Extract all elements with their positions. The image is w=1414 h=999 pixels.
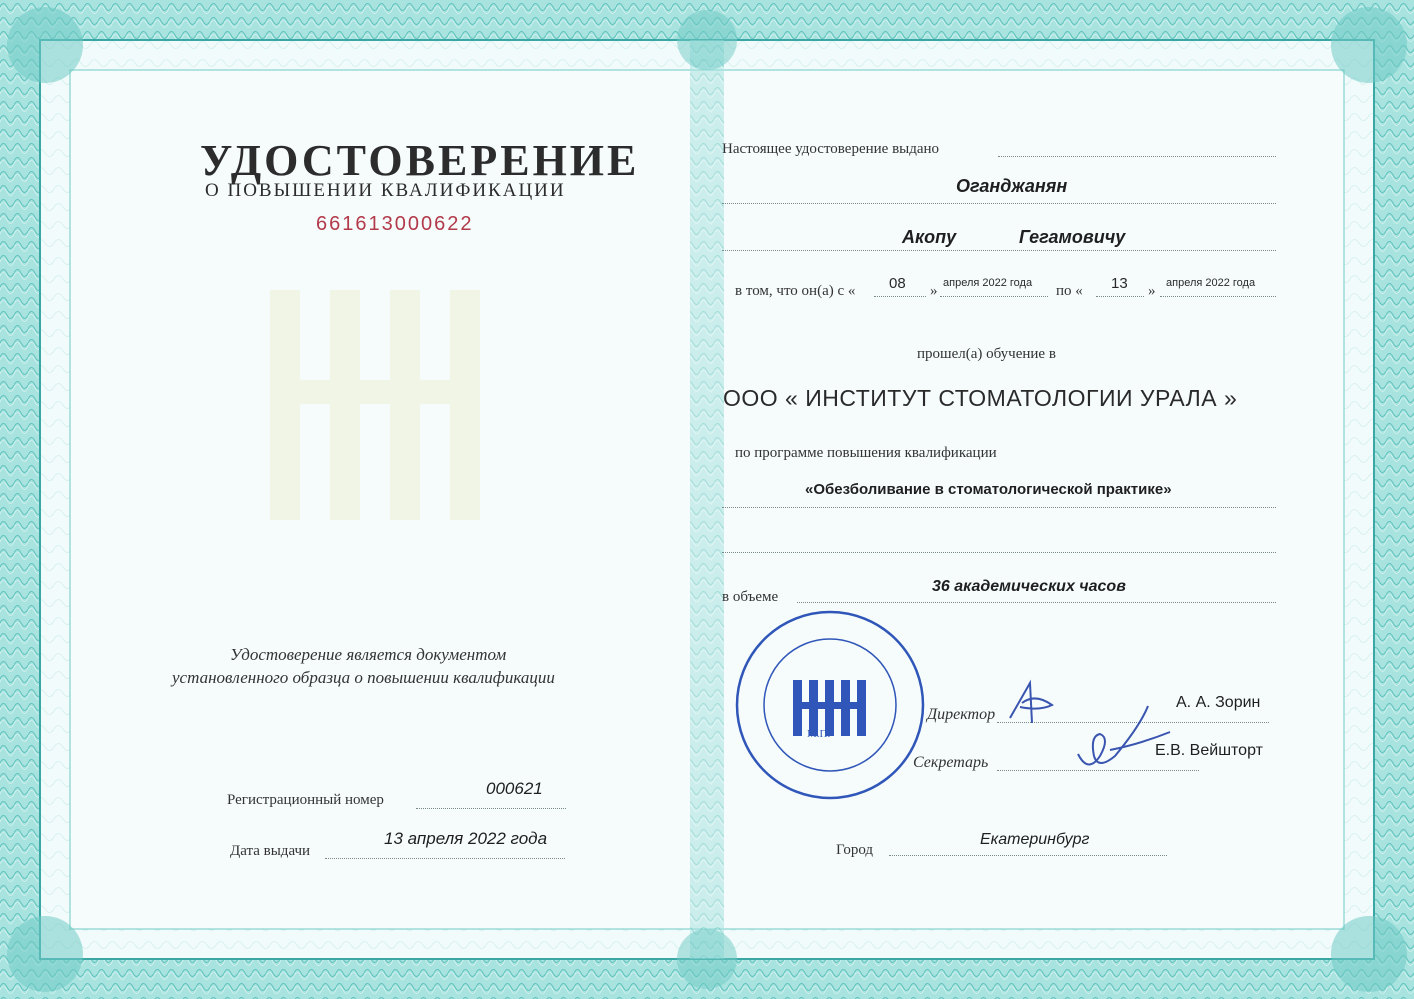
issue-date-line (325, 858, 565, 859)
month-from: апреля 2022 года (943, 277, 1033, 289)
issue-date-label: Дата выдачи (230, 843, 311, 859)
registration-number-label: Регистрационный номер (227, 792, 384, 808)
director-name: А. А. Зорин (1176, 694, 1261, 711)
day-from: 08 (889, 275, 906, 292)
program-label: по программе повышения квалификации (735, 445, 997, 461)
surname-line (722, 203, 1276, 204)
day-from-line (874, 296, 926, 297)
by-label: по « (1056, 283, 1083, 299)
issued-to-label: Настоящее удостоверение выдано (722, 141, 940, 157)
program-line-1 (722, 507, 1276, 508)
program-name: «Обезболивание в стоматологической практике» (805, 481, 1172, 498)
registration-number-value: 000621 (486, 779, 543, 798)
recipient-patronymic: Гегамовичу (1019, 227, 1126, 247)
certificate-serial-number: 661613000622 (316, 213, 474, 235)
registration-number-line (416, 808, 566, 809)
stamp-mark: М.П. (807, 728, 831, 740)
director-signature (1000, 673, 1060, 733)
month-from-line (940, 296, 1048, 297)
official-stamp (733, 608, 927, 802)
studied-label: прошел(а) обучение в (917, 346, 1056, 362)
secretary-name: Е.В. Вейшторт (1155, 742, 1263, 759)
name-line (722, 250, 1276, 251)
note-line-2: установленного образца о повышении квалификации (172, 668, 555, 687)
volume-label: в объеме (722, 589, 779, 605)
city-value: Екатеринбург (980, 831, 1090, 848)
day-to-close-quote: » (1148, 283, 1156, 299)
certificate-subtitle: О ПОВЫШЕНИИ КВАЛИФИКАЦИИ (205, 180, 566, 201)
secretary-label: Секретарь (913, 754, 989, 771)
day-to-line (1096, 296, 1144, 297)
recipient-surname: Оганджанян (956, 176, 1068, 196)
recipient-first-name: Акопу (902, 227, 957, 247)
director-label: Директор (927, 706, 996, 723)
secretary-signature (1070, 696, 1180, 776)
program-line-2 (722, 552, 1276, 553)
organization-name: ООО « ИНСТИТУТ СТОМАТОЛОГИИ УРАЛА » (723, 385, 1238, 411)
city-label: Город (836, 842, 874, 858)
city-line (889, 855, 1167, 856)
volume-line (797, 602, 1276, 603)
period-prefix: в том, что он(а) с « (735, 283, 856, 299)
issue-date-value: 13 апреля 2022 года (384, 829, 548, 848)
month-to: апреля 2022 года (1166, 277, 1256, 289)
day-to: 13 (1111, 275, 1128, 292)
month-to-line (1160, 296, 1276, 297)
certificate-title: УДОСТОВЕРЕНИЕ (200, 136, 640, 185)
day-from-close-quote: » (930, 283, 938, 299)
issued-to-line (998, 156, 1276, 157)
note-line-1: Удостоверение является документом (230, 645, 507, 664)
volume-value: 36 академических часов (932, 578, 1126, 595)
